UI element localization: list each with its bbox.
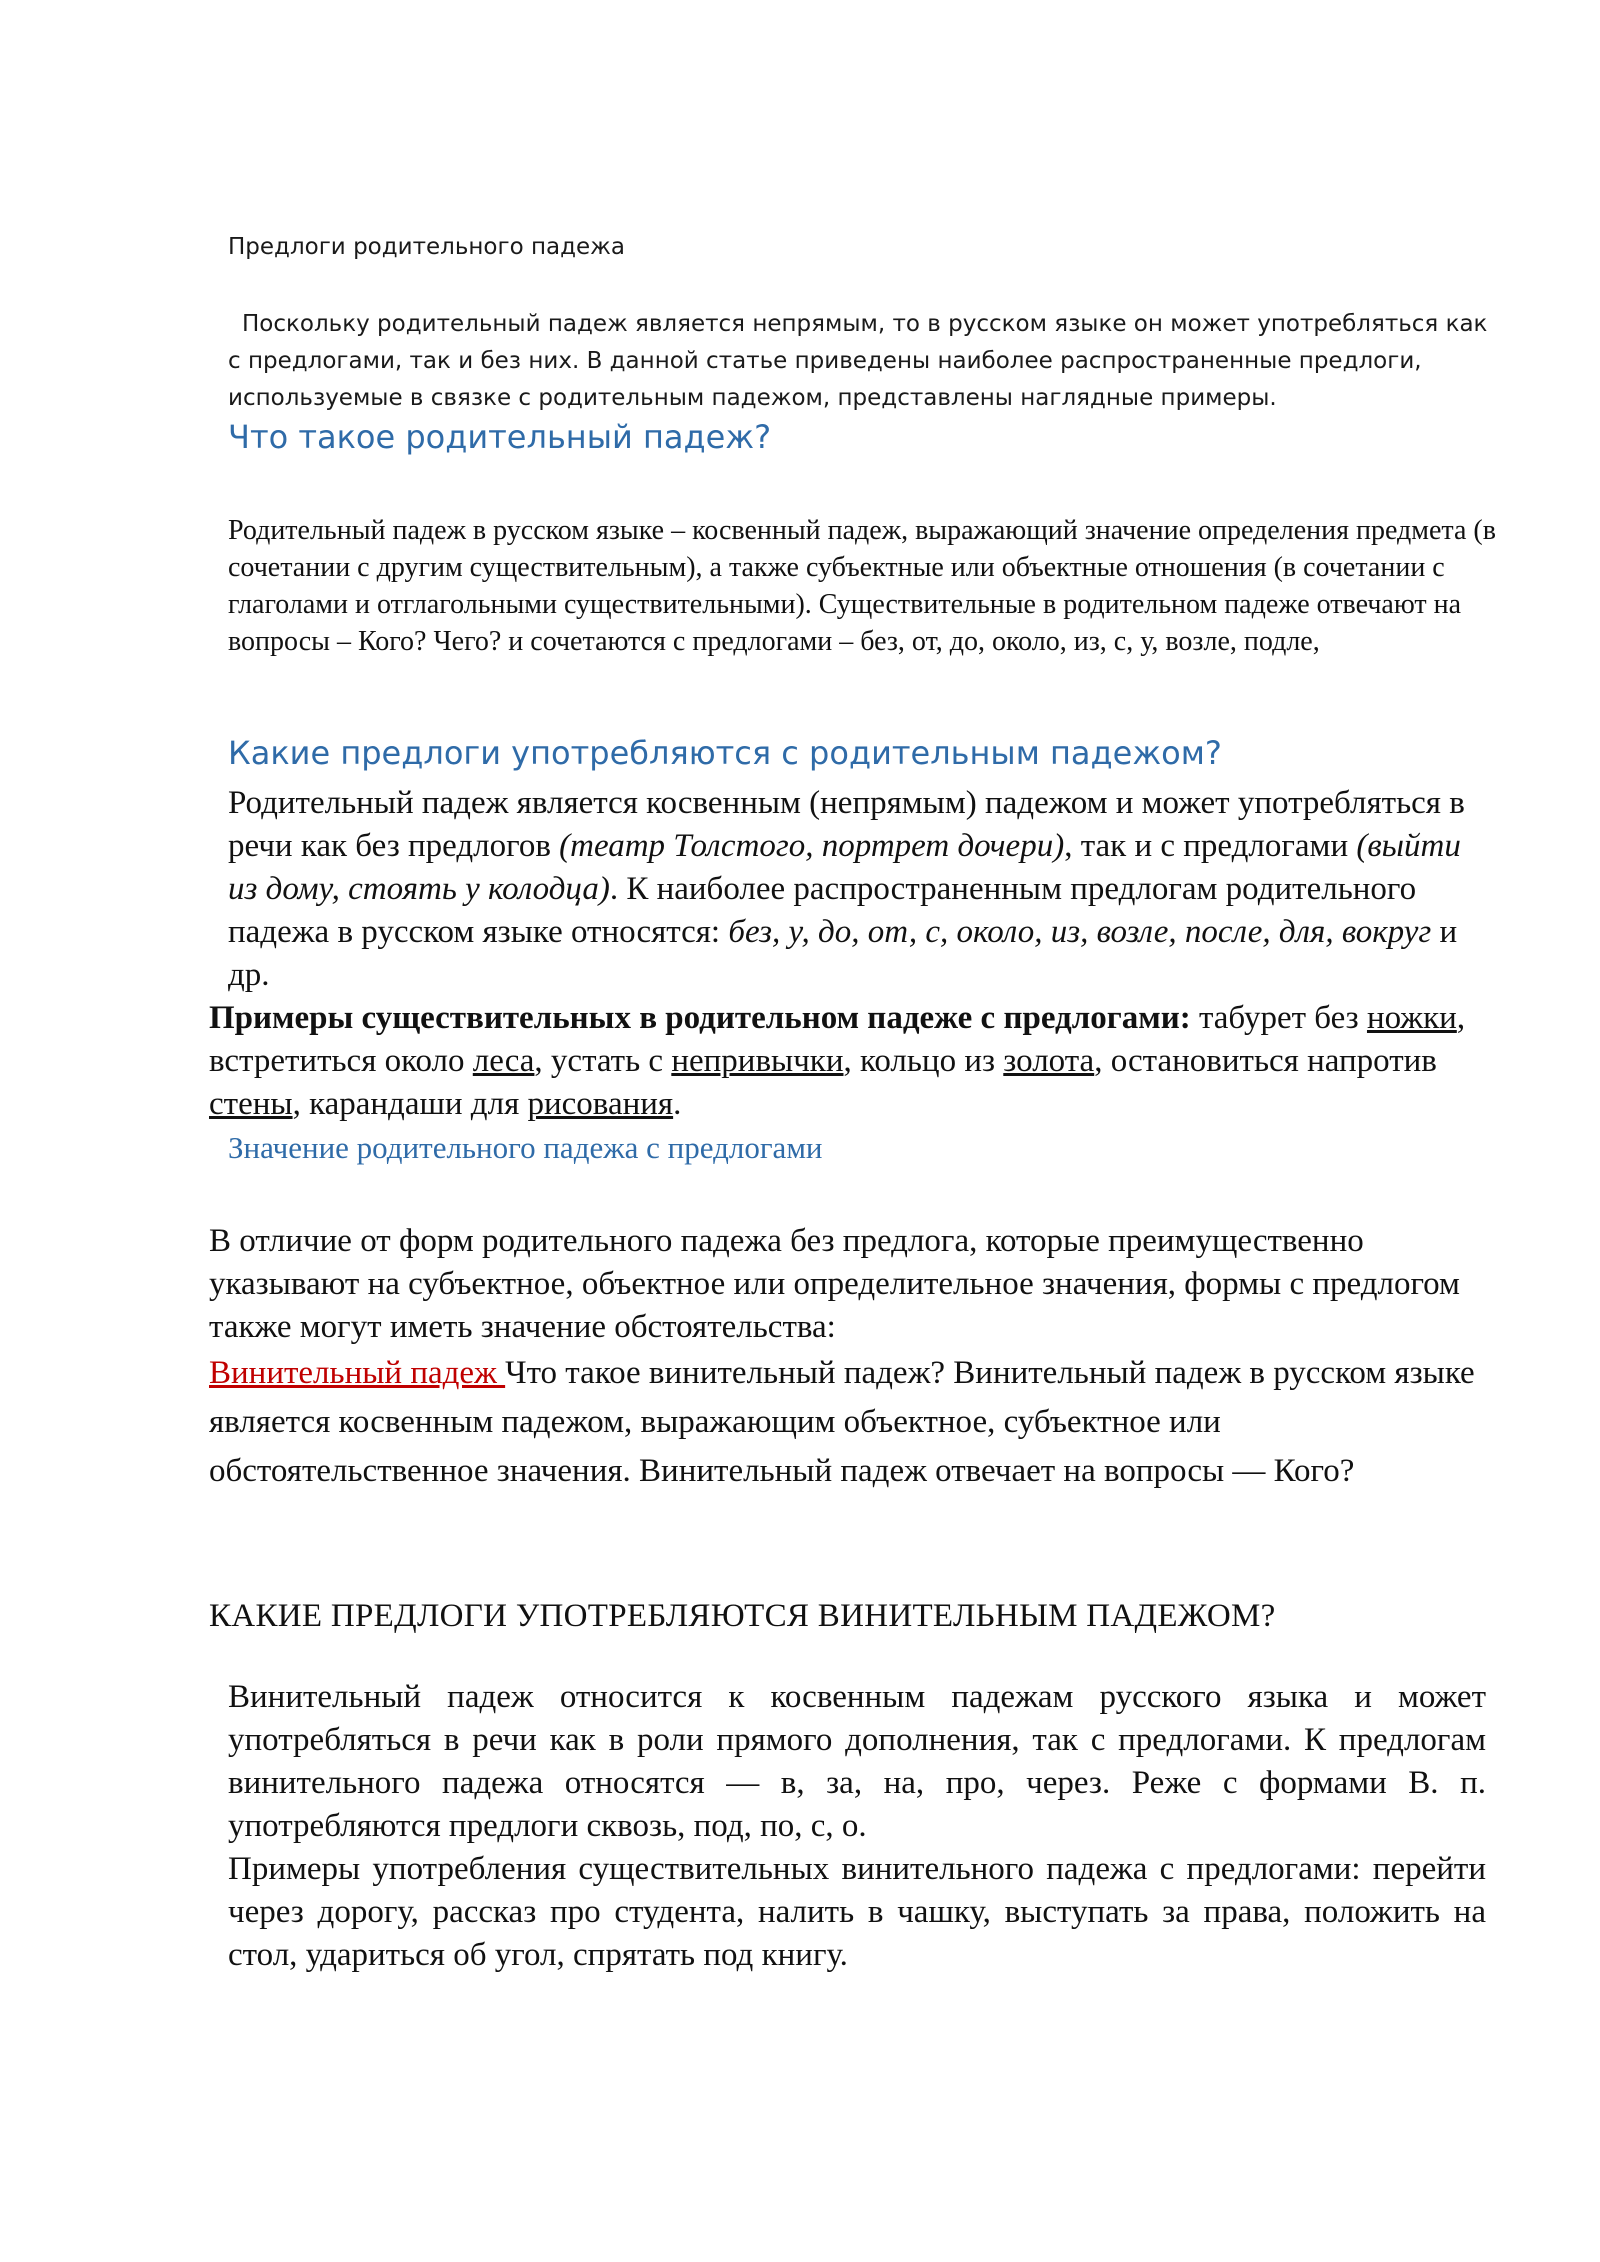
genitive-text-3: . К наиболее распространенным предлогам родительного падежа в русском языке относятся: — [228, 871, 1417, 950]
underlined-word: леса — [472, 1043, 535, 1079]
accusative-examples-paragraph: Примеры употребления существительных винительного падежа с предлогами: перейти через дорогу, рассказ про студента, налить в чашку, выступать за права, положить на стол, удариться об угол, спрятать под книгу. — [228, 1851, 1486, 1973]
examples-text: , устать с — [534, 1043, 672, 1079]
genitive-text-2: , так и с предлогами — [1064, 828, 1357, 864]
genitive-text-1: Родительный падеж является косвенным (непрямым) падежом и может употребляться в речи как без предлогов — [228, 785, 1465, 864]
underlined-word: рисования — [527, 1086, 674, 1122]
examples-bold-lead: Примеры существительных в родительном падеже с предлогами: — [209, 1000, 1191, 1036]
examples-text: табурет без — [1190, 1000, 1367, 1036]
underlined-word: ножки — [1366, 1000, 1457, 1036]
accusative-text: Что такое винительный падеж? Винительный падеж в русском языке является косвенным падежом, выражающим объектное, субъектное или обстоятельственное значения. Винительный падеж отвечает на вопросы — Кого? — [209, 1355, 1475, 1489]
intro-paragraph: Поскольку родительный падеж является непрямым, то в русском языке он может употребляться как с предлогами, так и без них. В данной статье приведены наиболее распространенные предлоги, используемые в связке с родительным падежом, представлены наглядные примеры. — [228, 311, 1488, 411]
genitive-text-4: и др. — [228, 914, 1458, 993]
heading-accusative-prepositions: КАКИЕ ПРЕДЛОГИ УПОТРЕБЛЯЮТСЯ ВИНИТЕЛЬНЫМ ПАДЕЖОМ? — [209, 1598, 1276, 1634]
accusative-paragraph — [209, 1349, 1499, 1496]
examples-text: , остановиться напротив — [1094, 1043, 1437, 1079]
examples-text: , кольцо из — [843, 1043, 1004, 1079]
accusative-link[interactable]: Винительный падеж — [209, 1355, 506, 1391]
definition-paragraph: Родительный падеж в русском языке – косвенный падеж, выражающий значение определения предмета (в сочетании с другим существительным), а также субъектные или объектные отношения (в сочетании с глаголами и отглагольными существительными). Существительные в родительном падеже отвечают на вопросы – Кого? Чего? и сочетаются с предлогами – без, от, до, около, из, с, у, возле, подле, — [228, 515, 1496, 657]
genitive-example-italic-2: (выйти из дому, стоять у колодца) — [228, 828, 1461, 907]
examples-text: , карандаши для — [292, 1086, 528, 1122]
genitive-prepositions-italic: без, у, до, от, с, около, из, возле, после, для, вокруг — [728, 914, 1432, 950]
heading-what-is-genitive: Что такое родительный падеж? — [228, 418, 772, 456]
underlined-word: стены — [209, 1086, 293, 1122]
examples-paragraph — [209, 997, 1499, 1126]
underlined-word: золота — [1003, 1043, 1095, 1079]
examples-text: , встретиться около — [209, 1000, 1466, 1079]
difference-paragraph: В отличие от форм родительного падежа без предлога, которые преимущественно указывают на субъектное, объектное или определительное значения, формы с предлогом также могут иметь значение обстоятельства: — [209, 1223, 1460, 1345]
heading-which-prepositions: Какие предлоги употребляются с родительным падежом? — [228, 734, 1222, 772]
accusative-prepositions-paragraph: Винительный падеж относится к косвенным падежам русского языка и может употребляться в речи как в роли прямого дополнения, так с предлогами. К предлогам винительного падежа относятся — в, за, на, про, через. Реже с формами В. п. употребляются предлоги сквозь, под, по, с, о. — [228, 1679, 1486, 1844]
underlined-word: непривычки — [671, 1043, 844, 1079]
examples-text: . — [673, 1086, 682, 1122]
genitive-paragraph — [228, 782, 1498, 997]
heading-meaning: Значение родительного падежа с предлогами — [228, 1130, 823, 1165]
document-title: Предлоги родительного падежа — [228, 234, 625, 260]
genitive-example-italic-1: (театр Толстого, портрет дочери) — [559, 828, 1065, 864]
